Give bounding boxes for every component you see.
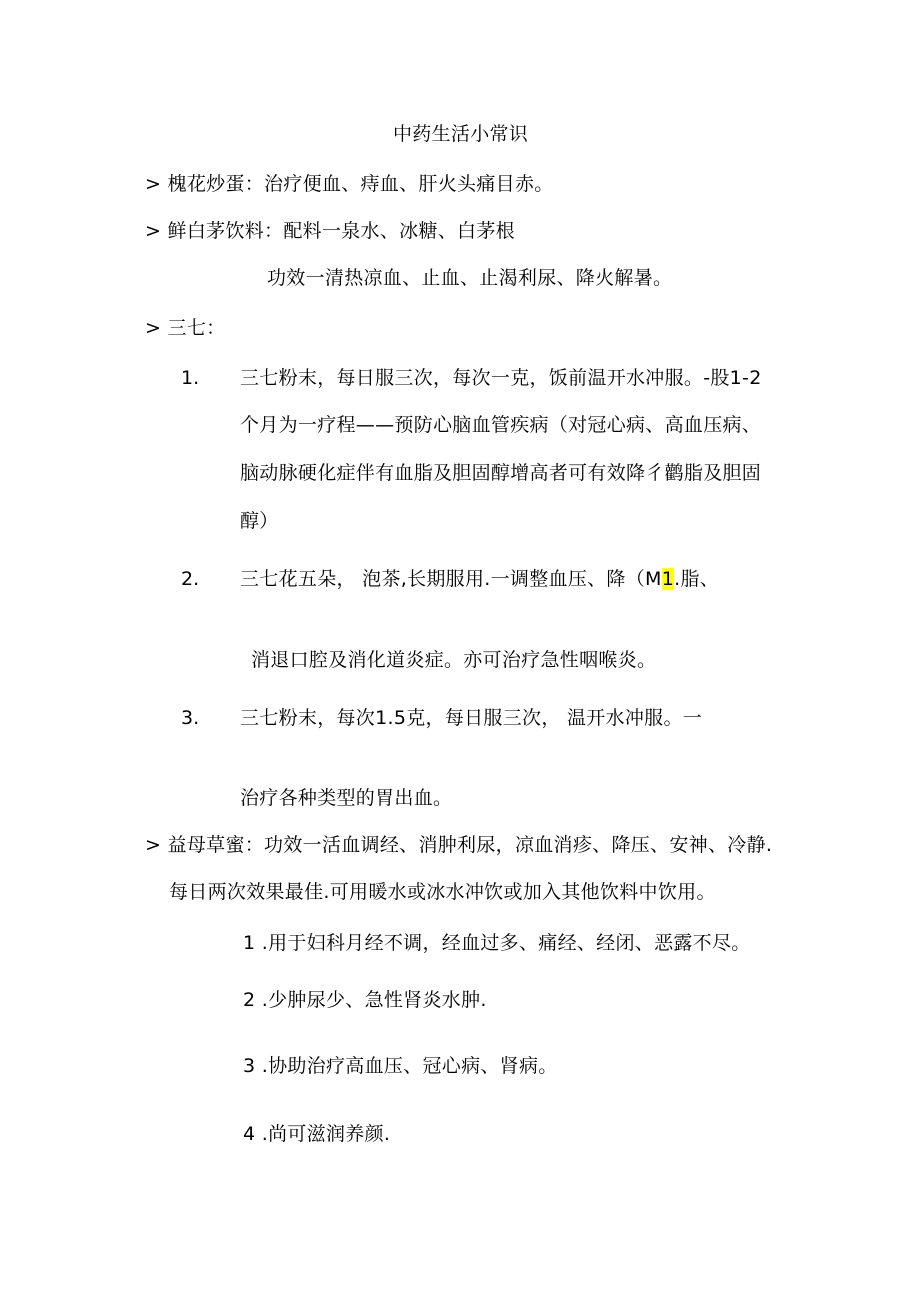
list-number: 2. bbox=[181, 568, 200, 590]
sanqi-item-1-line-1: 三七粉末，每日服三次，每次一克，饭前温开水冲服。-股1-2 bbox=[240, 367, 762, 389]
sanqi-item-3-line-1: 三七粉末，每次1.5克，每日服三次， 温开水冲服。一 bbox=[240, 707, 703, 729]
yimucao-item-4: 4 .尚可滋润养颜. bbox=[243, 1123, 391, 1145]
sanqi-item-1-line-3: 脑动脉硬化症伴有血脂及胆固醇增高者可有效降彳鹳脂及胆固 bbox=[240, 462, 762, 484]
entry-sanqi: > 三七： bbox=[145, 317, 226, 339]
entry-huaihua: > 槐花炒蛋：治疗便血、痔血、肝火头痛目赤。 bbox=[145, 173, 554, 195]
list-number: 3. bbox=[181, 707, 200, 729]
entry-baimao: > 鲜白茅饮料：配料一泉水、冰糖、白茅根 bbox=[145, 220, 515, 242]
yimucao-item-3: 3 .协助治疗高血压、冠心病、肾病。 bbox=[243, 1055, 558, 1077]
sanqi-item-1-line-2: 个月为一疗程——预防心脑血管疾病（对冠心病、高血压病、 bbox=[240, 414, 762, 436]
list-number: 1. bbox=[181, 367, 200, 389]
highlighted-text: 1 bbox=[661, 568, 675, 590]
sanqi-item-2-text-end: .脂、 bbox=[674, 568, 720, 590]
entry-baimao-effect: 功效一清热凉血、止血、止渴利尿、降火解暑。 bbox=[267, 267, 673, 289]
sanqi-item-2-line-2: 消退口腔及消化道炎症。亦可治疗急性咽喉炎。 bbox=[251, 649, 657, 671]
sanqi-item-3-line-2: 治疗各种类型的胃出血。 bbox=[240, 787, 453, 809]
page-title: 中药生活小常识 bbox=[393, 123, 529, 145]
yimucao-item-2: 2 .少肿尿少、急性肾炎水肿. bbox=[243, 989, 487, 1011]
sanqi-item-2-text: 三七花五朵， 泡茶,长期服用.一调整血压、降（M bbox=[240, 568, 662, 590]
entry-yimucao-usage: 每日两次效果最佳.可用暖水或冰水冲饮或加入其他饮料中饮用。 bbox=[169, 881, 716, 903]
entry-yimucao: > 益母草蜜：功效一活血调经、消肿利尿，凉血消疹、降压、安神、冷静. bbox=[145, 834, 773, 856]
sanqi-item-1-line-4: 醇） bbox=[240, 510, 279, 532]
yimucao-item-1: 1 .用于妇科月经不调，经血过多、痛经、经闭、恶露不尽。 bbox=[243, 932, 751, 954]
sanqi-item-2-line-1 bbox=[240, 567, 719, 591]
